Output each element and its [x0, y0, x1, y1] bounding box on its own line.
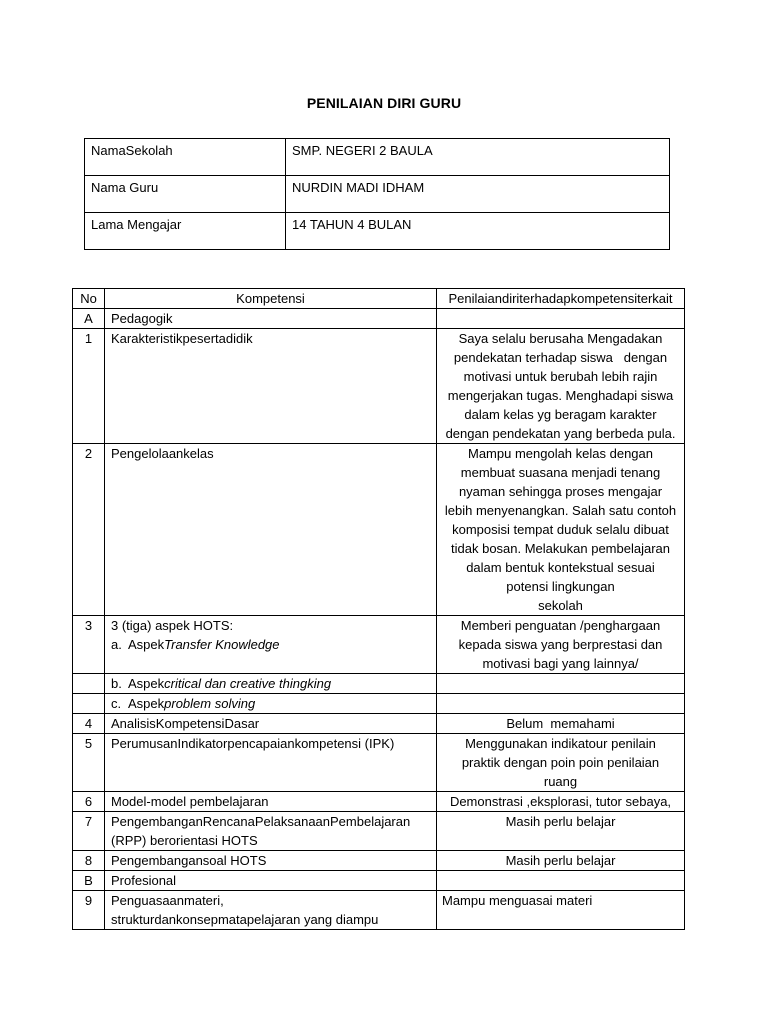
row-no: 3: [73, 616, 105, 674]
row-no: A: [73, 309, 105, 329]
row-penilaian: Masih perlu belajar: [437, 812, 685, 851]
penilaian-line: sekolah: [538, 598, 583, 613]
table-row: [73, 714, 685, 734]
table-row: [73, 792, 685, 812]
table-row: [73, 812, 685, 851]
penilaian-line: ruang: [543, 774, 578, 789]
aspect-name: critical dan creative thingking: [164, 676, 332, 691]
aspect-prefix: Aspek: [128, 696, 165, 711]
penilaian-line: Saya selalu berusaha Mengadakan: [458, 331, 663, 346]
row-penilaian: [437, 674, 685, 694]
penilaian-line: komposisi tempat duduk selalu dibuat: [452, 522, 669, 537]
aspect-name: problem solving: [164, 696, 256, 711]
hots-heading: 3 (tiga) aspek HOTS:: [111, 618, 234, 633]
penilaian-line: motivasi bagi yang lainnya/: [482, 656, 639, 671]
row-kompetensi: Pengembangansoal HOTS: [105, 851, 437, 871]
row-kompetensi: AnalisisKompetensiDasar: [105, 714, 437, 734]
penilaian-line: praktik dengan poin poin penilaian: [461, 755, 660, 770]
penilaian-line: lebih menyenangkan. Salah satu contoh: [444, 503, 677, 518]
row-kompetensi: Pedagogik: [105, 309, 437, 329]
row-no: 8: [73, 851, 105, 871]
kompetensi-line: PengembanganRencanaPelaksanaanPembelajaran: [111, 814, 411, 829]
page-title: PENILAIAN DIRI GURU: [306, 95, 462, 111]
info-label: Lama Mengajar: [85, 213, 286, 250]
penilaian-line: kepada siswa yang berprestasi dan: [458, 637, 663, 652]
row-no: 7: [73, 812, 105, 851]
row-penilaian: Belum memahami: [437, 714, 685, 734]
info-value: NURDIN MADI IDHAM: [286, 176, 670, 213]
info-value: 14 TAHUN 4 BULAN: [286, 213, 670, 250]
row-penilaian: [437, 616, 685, 674]
table-row: [73, 616, 685, 674]
table-row: [73, 674, 685, 694]
row-kompetensi: [105, 891, 437, 930]
penilaian-line: tidak bosan. Melakukan pembelajaran: [451, 541, 670, 556]
table-header-row: [73, 289, 685, 309]
competency-table: [72, 288, 685, 930]
row-no: 5: [73, 734, 105, 792]
penilaian-line: dalam kelas yg beragam karakter: [464, 407, 657, 422]
section-row: [73, 871, 685, 891]
aspect-label: a.: [111, 637, 122, 652]
row-penilaian: Demonstrasi ,eksplorasi, tutor sebaya,: [437, 792, 685, 812]
row-kompetensi: [105, 616, 437, 674]
info-value: SMP. NEGERI 2 BAULA: [286, 139, 670, 176]
row-kompetensi: Profesional: [105, 871, 437, 891]
row-kompetensi: PerumusanIndikatorpencapaiankompetensi (IPK): [105, 734, 437, 792]
section-row: [73, 309, 685, 329]
header-penilaian: Penilaiandiriterhadapkompetensiterkait: [437, 289, 685, 309]
info-row: [85, 176, 670, 213]
row-no: B: [73, 871, 105, 891]
aspect-prefix: Aspek: [128, 676, 165, 691]
info-label: NamaSekolah: [85, 139, 286, 176]
table-row: [73, 694, 685, 714]
table-row: [73, 444, 685, 616]
row-penilaian: [437, 309, 685, 329]
row-no: 1: [73, 329, 105, 444]
row-penilaian: Mampu menguasai materi: [437, 891, 685, 930]
header-no: No: [73, 289, 105, 309]
row-kompetensi: Pengelolaankelas: [105, 444, 437, 616]
row-penilaian: [437, 444, 685, 616]
hots-aspect-a: [111, 635, 432, 654]
row-penilaian: [437, 734, 685, 792]
info-row: [85, 213, 670, 250]
penilaian-line: pendekatan terhadap siswa dengan: [453, 350, 668, 365]
penilaian-line: Mampu mengolah kelas dengan: [467, 446, 653, 461]
row-kompetensi: [105, 694, 437, 714]
table-row: [73, 891, 685, 930]
row-no: [73, 694, 105, 714]
row-kompetensi: [105, 812, 437, 851]
penilaian-line: dengan pendekatan yang berbeda pula.: [445, 426, 676, 441]
row-penilaian: [437, 694, 685, 714]
row-penilaian: [437, 329, 685, 444]
penilaian-line: Memberi penguatan /penghargaan: [460, 618, 661, 633]
penilaian-line: dalam bentuk kontekstual sesuai: [466, 560, 655, 575]
kompetensi-line: Penguasaanmateri,: [111, 893, 224, 908]
aspect-label: c.: [111, 696, 122, 711]
penilaian-line: nyaman sehingga proses mengajar: [458, 484, 663, 499]
row-penilaian: [437, 871, 685, 891]
table-row: [73, 851, 685, 871]
aspect-prefix: Aspek: [128, 637, 165, 652]
penilaian-line: potensi lingkungan: [506, 579, 615, 594]
header-kompetensi: Kompetensi: [105, 289, 437, 309]
row-no: 6: [73, 792, 105, 812]
row-kompetensi: Karakteristikpesertadidik: [105, 329, 437, 444]
info-label: Nama Guru: [85, 176, 286, 213]
row-no: 2: [73, 444, 105, 616]
kompetensi-line: (RPP) berorientasi HOTS: [111, 833, 258, 848]
aspect-name: Transfer Knowledge: [164, 637, 280, 652]
info-row: [85, 139, 670, 176]
row-no: 4: [73, 714, 105, 734]
row-kompetensi: [105, 674, 437, 694]
school-info-table: [84, 138, 670, 250]
row-no: 9: [73, 891, 105, 930]
row-no: [73, 674, 105, 694]
table-row: [73, 734, 685, 792]
table-row: [73, 329, 685, 444]
kompetensi-line: strukturdankonsepmatapelajaran yang diampu: [111, 912, 379, 927]
penilaian-line: Menggunakan indikatour penilain: [465, 736, 656, 751]
penilaian-line: membuat suasana menjadi tenang: [460, 465, 661, 480]
row-penilaian: Masih perlu belajar: [437, 851, 685, 871]
penilaian-line: mengerjakan tugas. Menghadapi siswa: [447, 388, 674, 403]
penilaian-line: motivasi untuk berubah lebih rajin: [463, 369, 658, 384]
aspect-label: b.: [111, 676, 122, 691]
row-kompetensi: Model-model pembelajaran: [105, 792, 437, 812]
